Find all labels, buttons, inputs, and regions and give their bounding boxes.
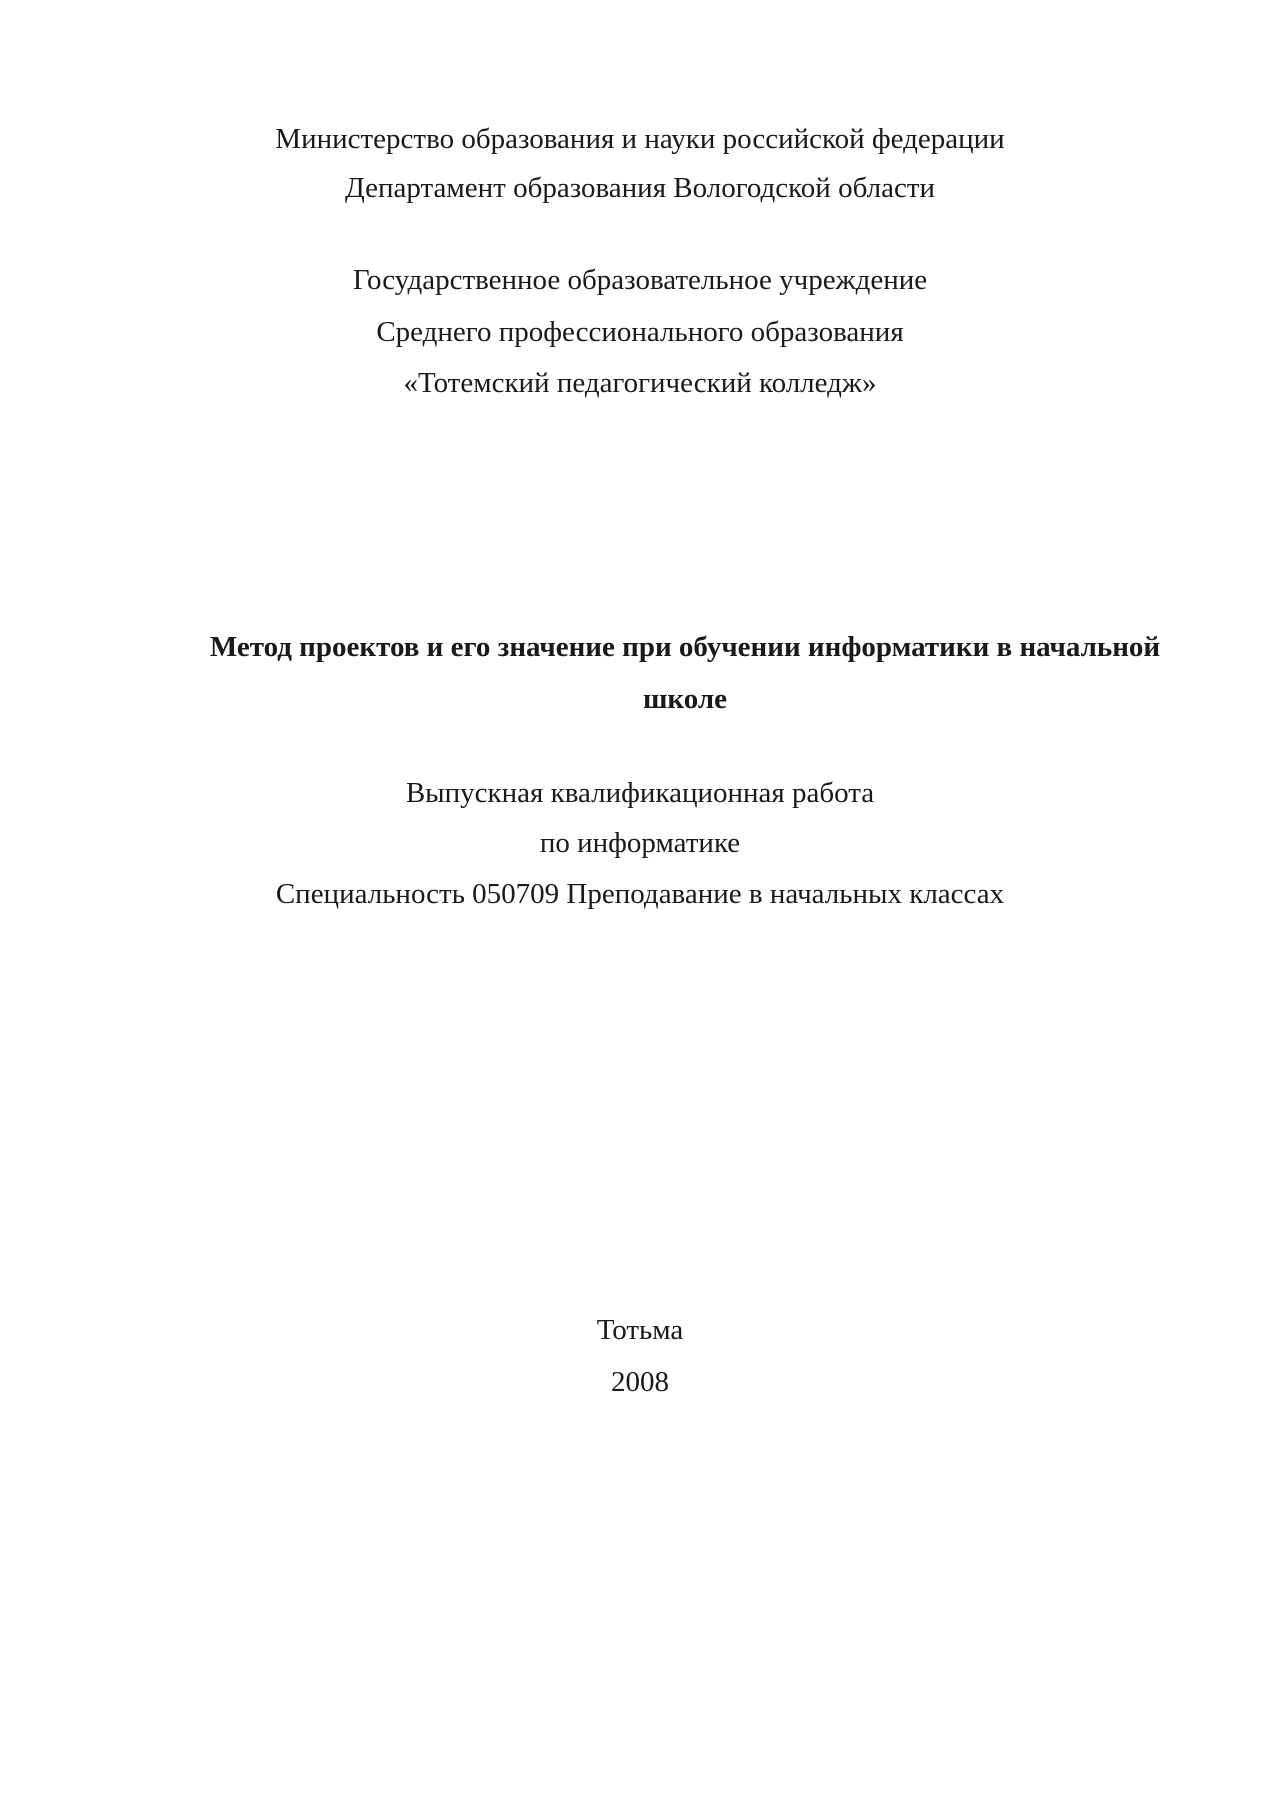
work-specialty-line: Специальность 050709 Преподавание в начальных классах: [275, 878, 1005, 910]
work-title-line-2: школе: [642, 683, 728, 715]
institution-name-line: «Тотемский педагогический колледж»: [403, 367, 877, 399]
institution-type-line: Государственное образовательное учреждение: [352, 264, 928, 296]
work-title: [160, 621, 1210, 725]
city-line: Тотьма: [596, 1314, 684, 1346]
institution-level-line: Среднего профессионального образования: [376, 316, 904, 348]
department-line: Департамент образования Вологодской области: [344, 172, 936, 204]
work-title-line-1: Метод проектов и его значение при обучении информатики в начальной: [209, 631, 1161, 663]
work-subject-line: по информатике: [539, 827, 741, 859]
work-type-line: Выпускная квалификационная работа: [405, 777, 875, 809]
ministry-line: Министерство образования и науки российской федерации: [275, 123, 1005, 155]
year-line: 2008: [611, 1366, 669, 1398]
